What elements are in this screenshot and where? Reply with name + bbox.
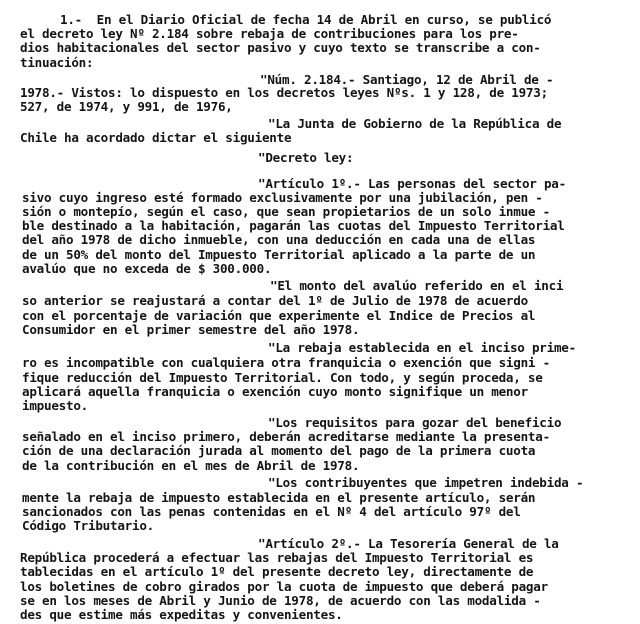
- text-line: tinuación:: [20, 54, 94, 70]
- text-line: ción de una declaración jurada al momento del pago de la primera cuota: [22, 443, 536, 459]
- text-line: Código Tributario.: [22, 518, 154, 534]
- text-line: se en los meses de Abril y Junio de 1978, de acuerdo con las modalida -: [20, 592, 541, 608]
- text-line: República procederá a efectuar las rebajas del Impuesto Territorial es: [20, 550, 534, 566]
- text-line: "Decreto ley:: [258, 150, 354, 166]
- text-line: con el porcentaje de variación que experimente el Indice de Precios al: [22, 308, 536, 324]
- text-line: fique reducción del Impuesto Territorial. Con todo, y según proceda, se: [22, 369, 543, 385]
- text-line: avalúo que no exceda de $ 300.000.: [22, 260, 272, 276]
- text-line: Chile ha acordado dictar el siguiente: [20, 130, 292, 146]
- text-line: aplicará aquella franquicia o exención cuyo monto signifique un menor: [22, 383, 528, 399]
- text-line: tablecidas en el artículo 1º del presente decreto ley, directamente de: [20, 564, 534, 580]
- text-line: "Los contribuyentes que impetren indebida -: [268, 474, 584, 490]
- text-line: 1978.- Vistos: lo dispuesto en los decretos leyes Nºs. 1 y 128, de 1973;: [20, 84, 548, 100]
- text-line: los boletines de cobro girados por la cuota de impuesto que deberá pagar: [20, 578, 548, 594]
- text-line: ro es incompatible con cualquiera otra franquicia o exención que signi -: [22, 355, 550, 371]
- text-line: de la contribución en el mes de Abril de 1978.: [22, 457, 360, 473]
- text-line: impuesto.: [22, 397, 88, 413]
- text-line: ble destinado a la habitación, pagarán las cuotas del Impuesto Territorial: [22, 218, 565, 234]
- text-line: sivo cuyo ingreso esté formado exclusivamente por una jubilación, pen -: [22, 189, 543, 205]
- text-line: "Núm. 2.184.- Santiago, 12 de Abril de -: [260, 71, 554, 87]
- text-line: de un 50% del monto del Impuesto Territorial aplicado a la parte de un: [22, 246, 536, 262]
- text-line: del año 1978 de dicho inmueble, con una deducción en cada una de ellas: [22, 232, 536, 248]
- text-line: "El monto del avalúo referido en el inci: [270, 277, 564, 293]
- text-line: señalado en el inciso primero, deberán acreditarse mediante la presenta-: [22, 429, 550, 445]
- text-line: dios habitacionales del sector pasivo y cuyo texto se transcribe a con-: [20, 40, 541, 56]
- text-line: sión o montepío, según el caso, que sean propietarios de un solo inmue -: [22, 204, 550, 220]
- text-line: "Los requisitos para gozar del beneficio: [268, 414, 562, 430]
- text-line: 1.- En el Diario Oficial de fecha 14 de Abril en curso, se publicó: [60, 12, 552, 27]
- text-line: "La Junta de Gobierno de la República de: [268, 116, 562, 132]
- text-line: 527, de 1974, y 991, de 1976,: [20, 99, 233, 115]
- text-line: el decreto ley Nº 2.184 sobre rebaja de contribuciones para los pre-: [20, 26, 519, 42]
- text-line: mente la rebaja de impuesto establecida en el presente artículo, serán: [22, 489, 536, 505]
- text-line: sancionados con las penas contenidas en el Nº 4 del artículo 97º del: [22, 503, 521, 519]
- text-line: so anterior se reajustará a contar del 1º de Julio de 1978 de acuerdo: [22, 292, 528, 308]
- text-line: "Artículo 2º.- La Tesorería General de la: [258, 536, 559, 552]
- text-line: des que estime más expeditas y convenientes.: [20, 607, 343, 622]
- text-line: Consumidor en el primer semestre del año 1978.: [22, 322, 360, 338]
- text-line: "La rebaja establecida en el inciso prime-: [268, 340, 576, 356]
- text-line: "Artículo 1º.- Las personas del sector pa-: [258, 175, 566, 191]
